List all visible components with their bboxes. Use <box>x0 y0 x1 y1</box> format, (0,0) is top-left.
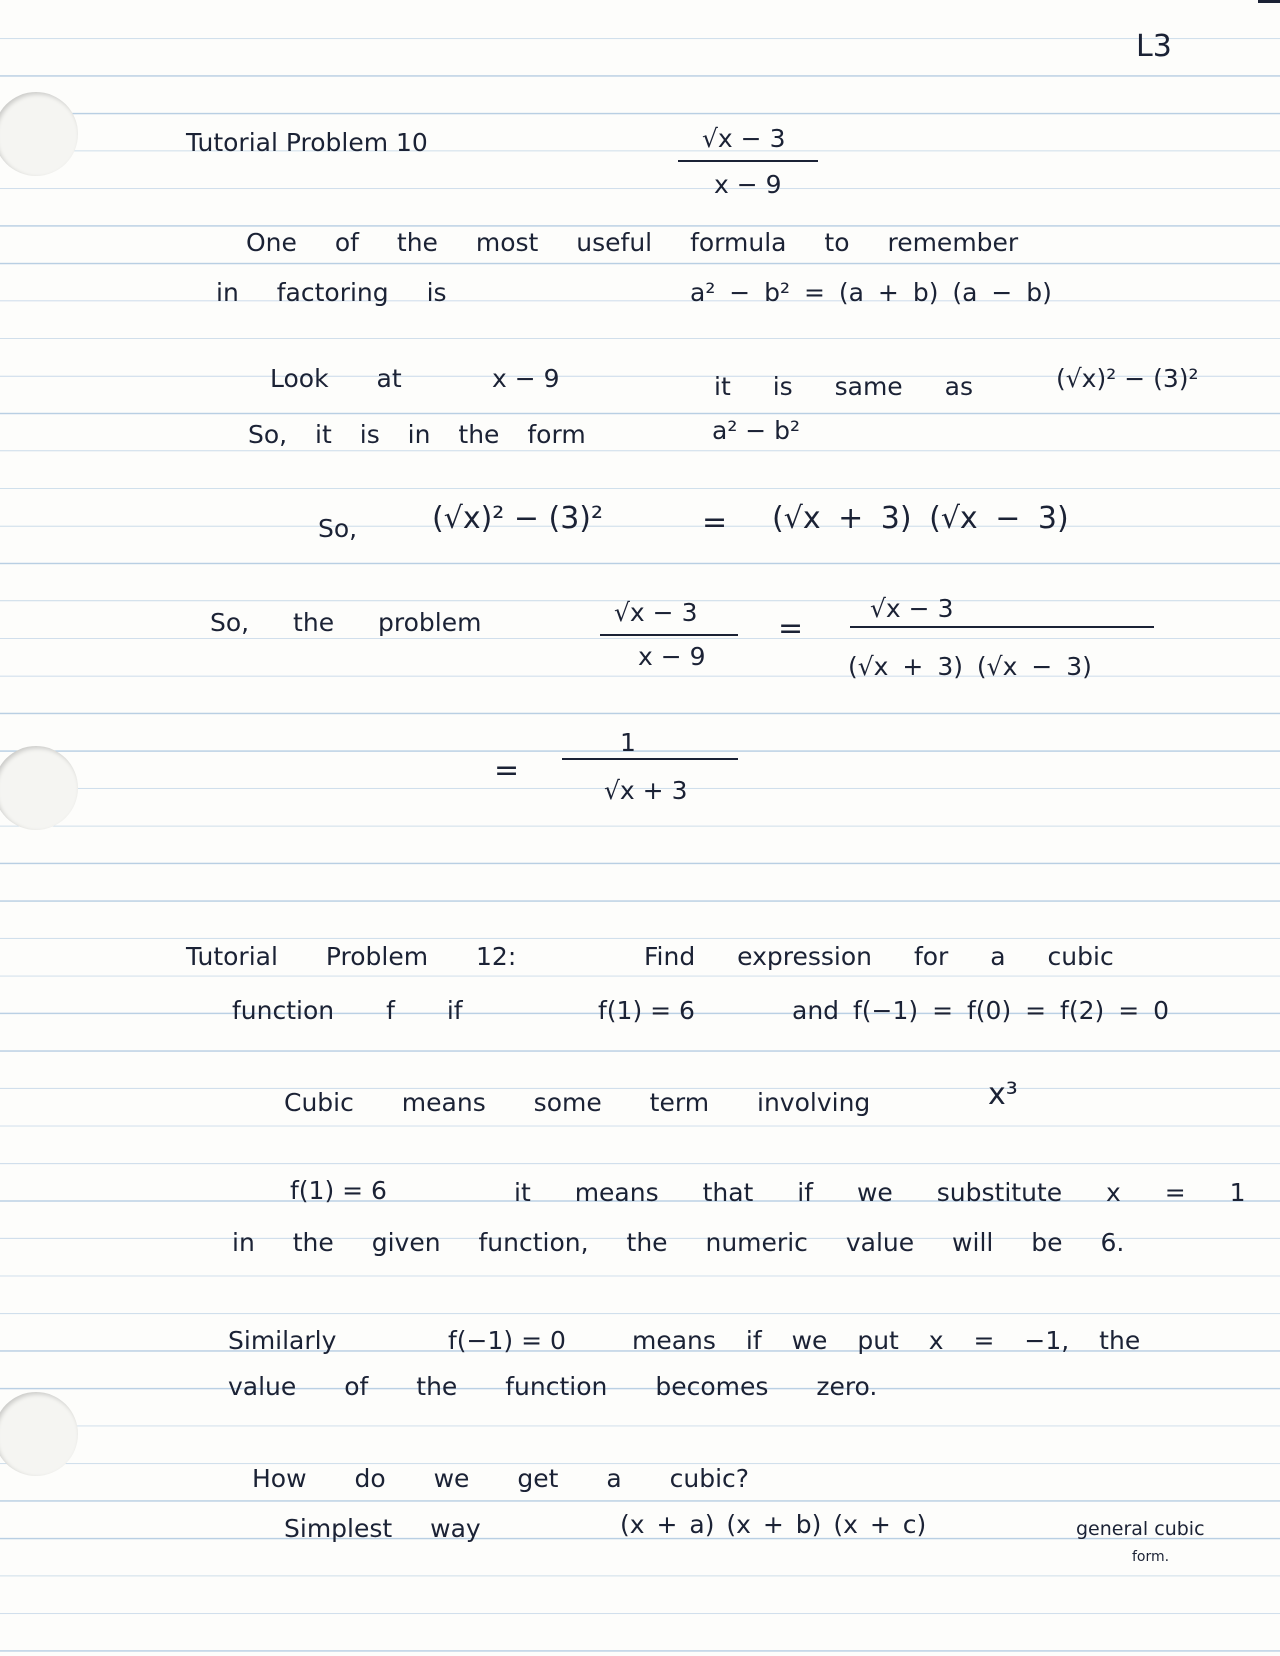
same-as-math: (√x)² − (3)² <box>1056 364 1199 393</box>
problem-prefix: So, the problem <box>210 608 482 637</box>
factor-lhs: (√x)² − (3)² <box>432 501 604 536</box>
tutorial-12-function: function f if <box>232 996 463 1025</box>
cubic-product: (x + a) (x + b) (x + c) <box>620 1510 927 1539</box>
tutorial-10-heading: Tutorial Problem 10 <box>186 128 428 157</box>
tutorial-10-denominator: x − 9 <box>714 170 782 199</box>
page-number: L3 <box>1136 29 1172 64</box>
f1-explanation-line-2: in the given function, the numeric value will be 6. <box>232 1228 1125 1257</box>
cubic-means-text: Cubic means some term involving <box>284 1088 871 1117</box>
result-denominator: √x + 3 <box>604 776 688 805</box>
similarly-word: Similarly <box>228 1326 337 1355</box>
similarly-explanation-line-2: value of the function becomes zero. <box>228 1372 878 1401</box>
corner-mark <box>1258 0 1280 3</box>
result-numerator: 1 <box>620 728 636 757</box>
tutorial-10-fraction-bar <box>678 160 818 162</box>
look-at-expression: x − 9 <box>492 364 560 393</box>
tutorial-12-conditions: and f(−1) = f(0) = f(2) = 0 <box>792 996 1169 1025</box>
problem-frac1-numerator: √x − 3 <box>614 598 698 627</box>
formula-line-2-text: in factoring is <box>216 278 447 307</box>
tutorial-10-numerator: √x − 3 <box>702 124 786 153</box>
problem-frac2-denominator: (√x + 3) (√x − 3) <box>848 652 1092 681</box>
binder-hole-middle <box>0 746 78 830</box>
look-at-text: Look at <box>270 364 402 393</box>
factor-rhs: (√x + 3) (√x − 3) <box>772 501 1069 536</box>
factor-equals: = <box>702 505 728 540</box>
simplest-way: Simplest way <box>284 1514 481 1543</box>
result-fraction-bar <box>562 758 738 760</box>
binder-hole-top <box>0 92 78 176</box>
formula-line-1: One of the most useful formula to remember <box>246 228 1019 257</box>
cubic-means-math: x³ <box>988 1077 1018 1112</box>
result-equals: = <box>494 753 520 788</box>
similarly-expression: f(−1) = 0 <box>448 1326 566 1355</box>
similarly-explanation-line-1: means if we put x = −1, the <box>632 1326 1141 1355</box>
same-as-text: it is same as <box>714 372 973 401</box>
formula-line-2-math: a² − b² = (a + b) (a − b) <box>690 278 1052 307</box>
binder-hole-bottom <box>0 1392 78 1476</box>
problem-frac1-bar <box>600 634 738 636</box>
problem-frac2-bar <box>850 626 1154 628</box>
problem-frac1-denominator: x − 9 <box>638 642 706 671</box>
general-cubic-note-form: form. <box>1132 1549 1170 1565</box>
general-cubic-note: general cubic <box>1076 1518 1205 1540</box>
factor-prefix: So, <box>318 514 358 543</box>
form-math: a² − b² <box>712 416 801 445</box>
problem-equals: = <box>778 611 804 646</box>
tutorial-12-heading: Tutorial Problem 12: <box>186 942 517 971</box>
form-text: So, it is in the form <box>248 420 586 449</box>
tutorial-12-find: Find expression for a cubic <box>644 942 1114 971</box>
f1-explanation-line-1: it means that if we substitute x = 1 <box>514 1178 1246 1207</box>
f1-expression: f(1) = 6 <box>290 1176 387 1205</box>
how-line-1: How do we get a cubic? <box>252 1464 750 1493</box>
problem-frac2-numerator: √x − 3 <box>870 594 954 623</box>
tutorial-12-f1: f(1) = 6 <box>598 996 695 1025</box>
